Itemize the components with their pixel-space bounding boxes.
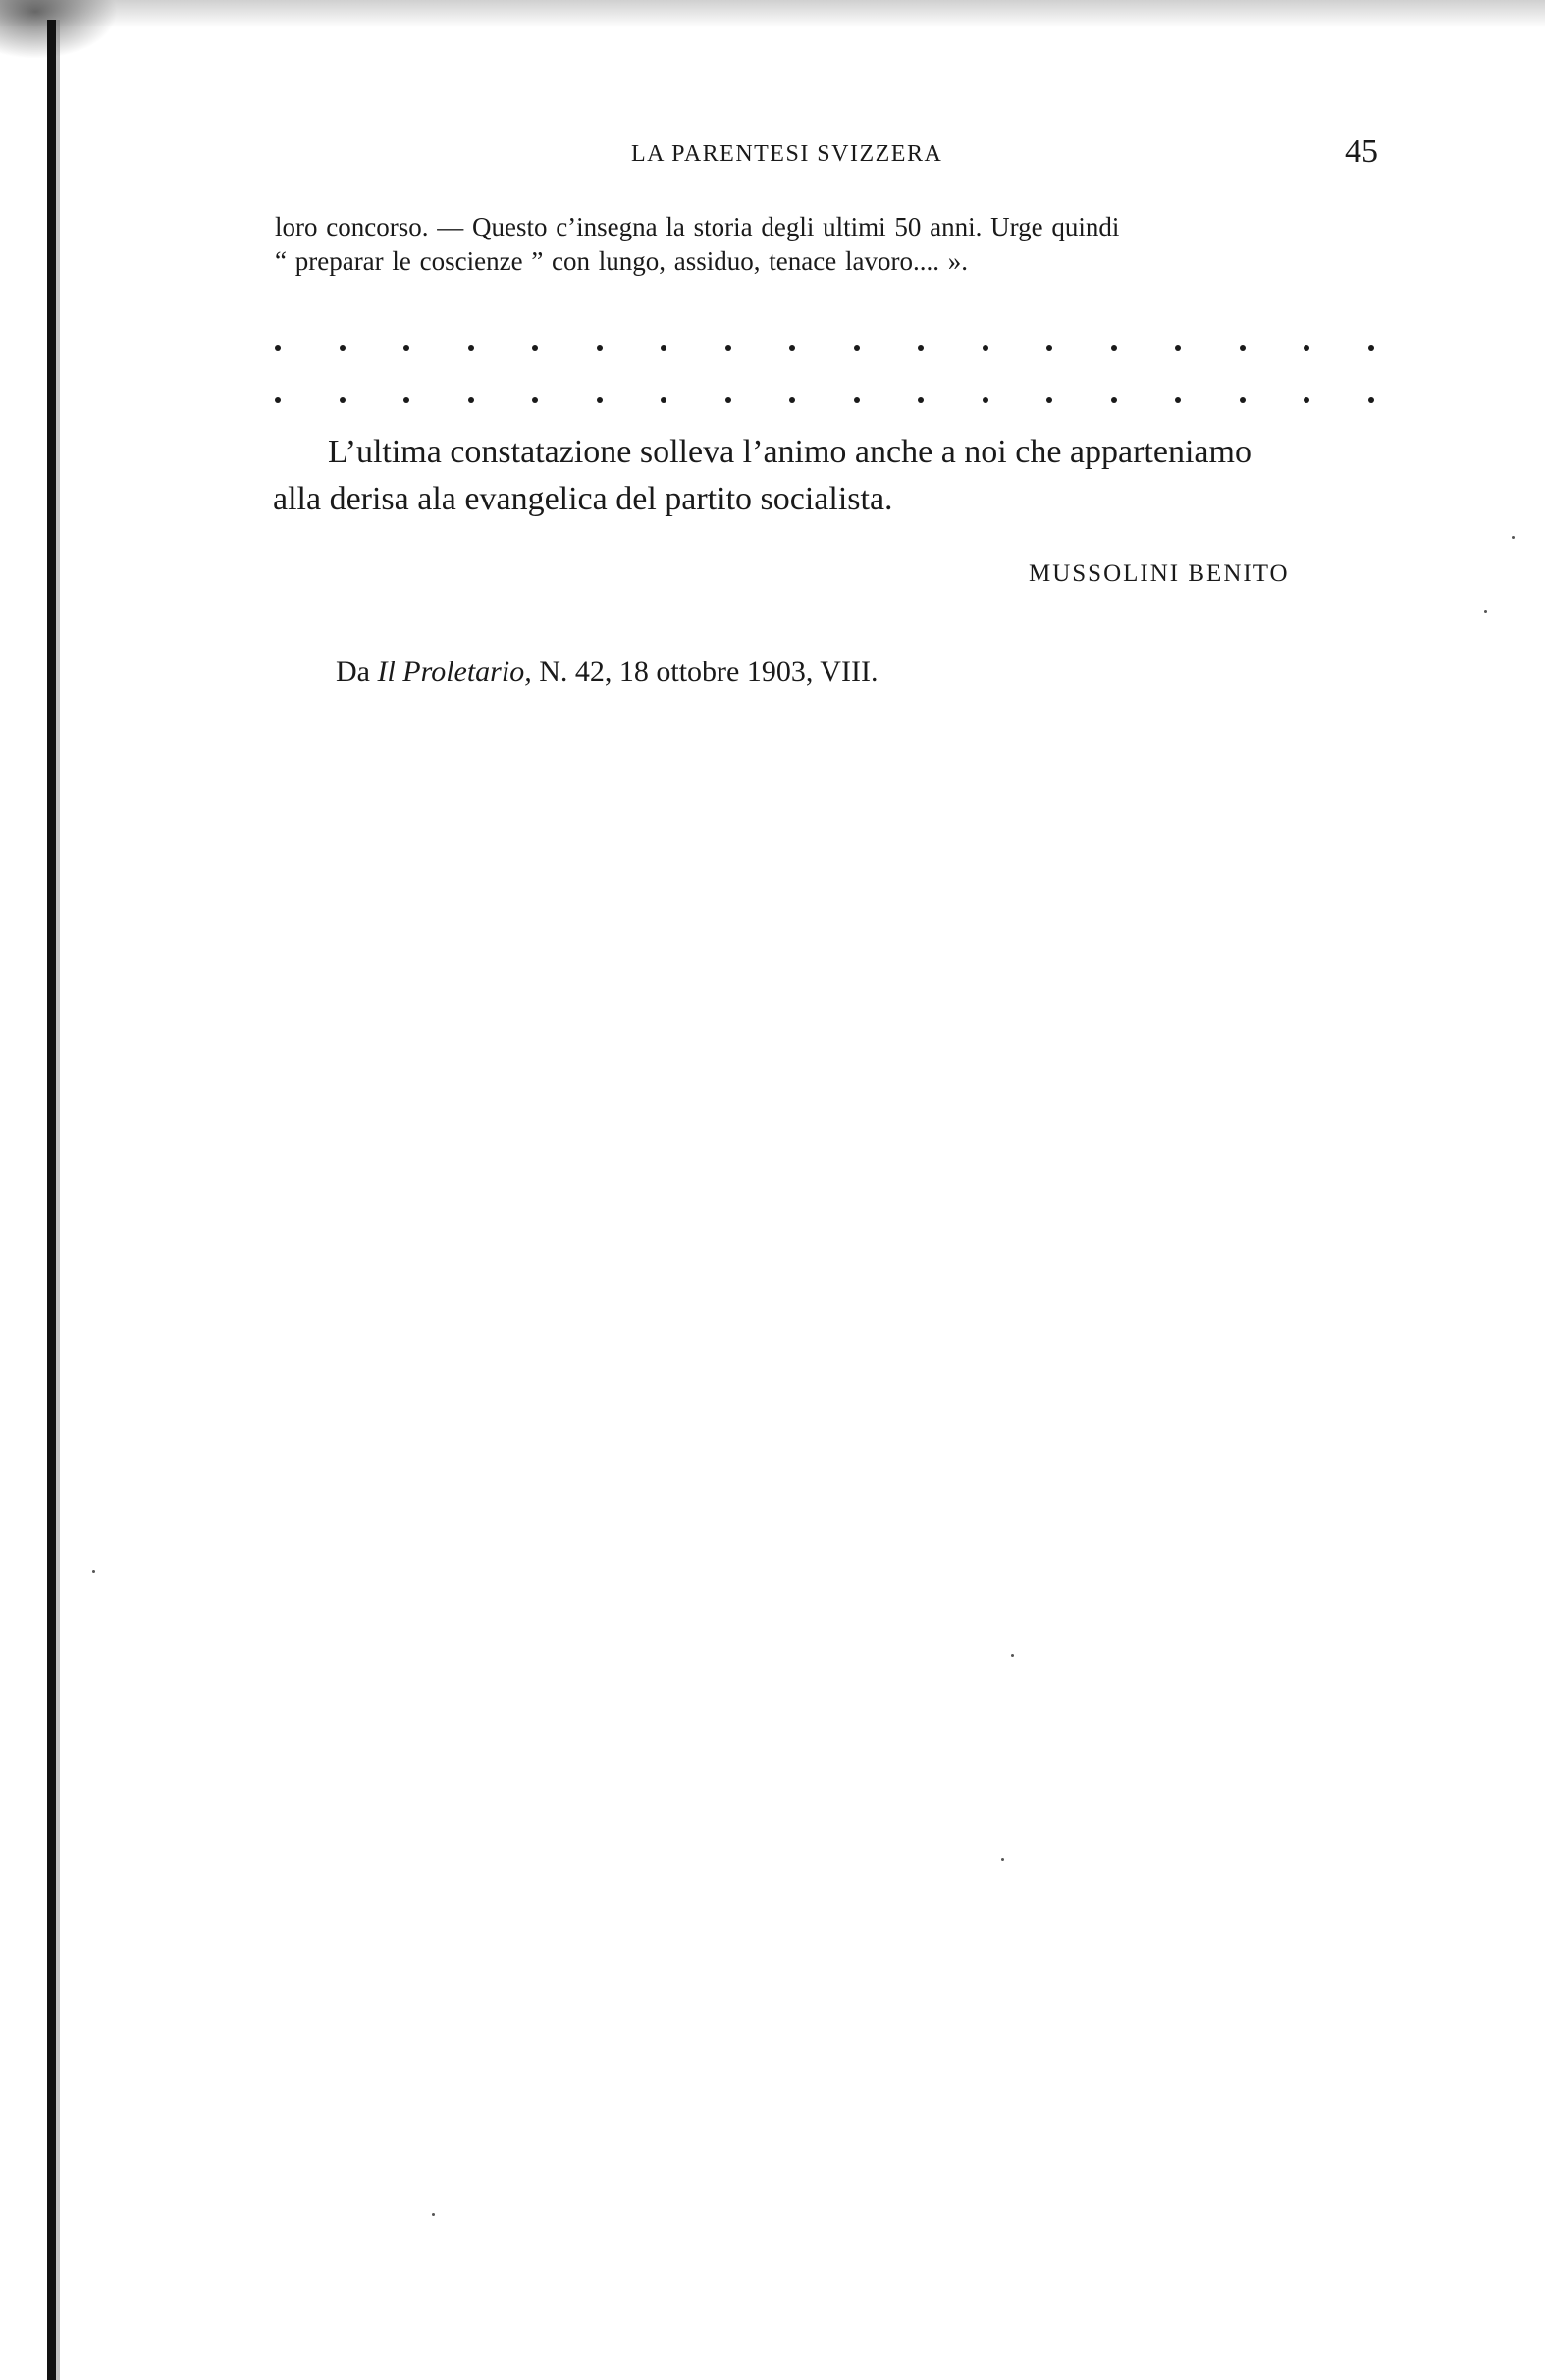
- quote-line: “ preparar le coscienze ” con lungo, assiduo, tenace lavoro.... ».: [275, 246, 968, 276]
- source-details: N. 42, 18 ottobre 1903, VIII.: [531, 656, 879, 688]
- binding-edge-shadow: [56, 20, 60, 2380]
- page-number: 45: [1345, 133, 1378, 170]
- quote-line: loro concorso. — Questo c’insegna la storia degli ultimi 50 anni. Urge quindi: [275, 212, 1120, 241]
- scan-top-shadow: [0, 0, 1545, 27]
- body-paragraph-line: alla derisa ala evangelica del partito socialista.: [273, 481, 893, 517]
- author-signature: MUSSOLINI BENITO: [1029, 560, 1290, 587]
- source-publication: Il Proletario,: [377, 656, 532, 688]
- running-title: LA PARENTESI SVIZZERA: [631, 141, 943, 167]
- source-citation: [336, 656, 878, 689]
- scan-speck: [1001, 1858, 1004, 1861]
- ellipsis-row: [275, 394, 1374, 407]
- ellipsis-row: [275, 342, 1374, 355]
- scan-speck: [1484, 610, 1487, 613]
- scan-speck: [1512, 536, 1515, 539]
- body-paragraph-line: L’ultima constatazione solleva l’animo anche a noi che apparteniamo: [328, 434, 1252, 470]
- source-prefix: Da: [336, 656, 378, 688]
- scan-speck: [1011, 1654, 1014, 1657]
- binding-edge: [47, 20, 56, 2380]
- scan-speck: [432, 2213, 435, 2216]
- scan-speck: [92, 1570, 95, 1573]
